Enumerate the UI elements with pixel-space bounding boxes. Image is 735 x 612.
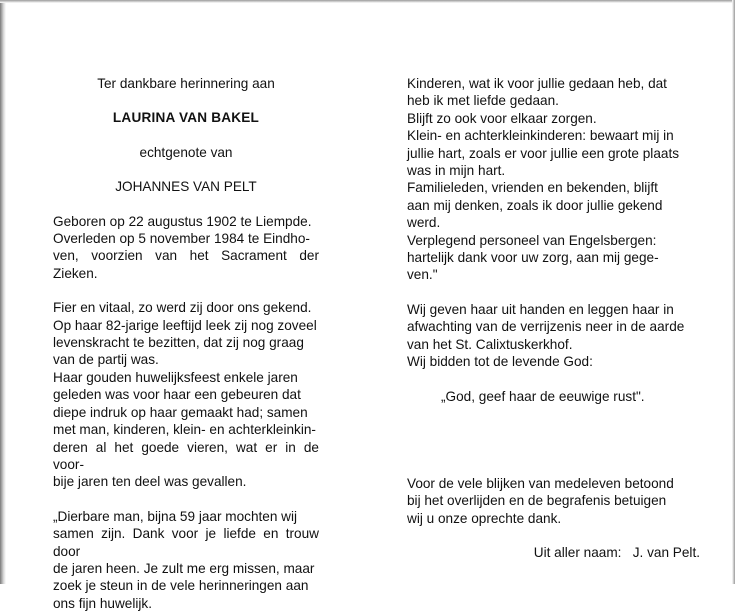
signature-line: Uit aller naam: J. van Pelt. <box>533 545 700 561</box>
text-line: geleden was voor haar een gebeuren dat <box>53 387 301 403</box>
text-line: Blijft zo ook voor elkaar zorgen. <box>407 110 597 126</box>
text-line: Op haar 82-jarige leeftijd leek zij nog zoveel <box>53 317 317 333</box>
text-line: bij het overlijden en de begrafenis betuigen <box>407 493 667 509</box>
text-line: Kinderen, wat ik voor jullie gedaan heb, dat <box>407 76 667 91</box>
intro-line: Ter dankbare herinnering aan <box>97 76 275 91</box>
text-line: bije jaren ten deel was gevallen. <box>53 474 247 490</box>
text-line: ven, voorzien van het Sacrament der Zieken. <box>53 248 319 281</box>
message-paragraph <box>407 75 700 284</box>
text-line: Haar gouden huwelijksfeest enkele jaren <box>53 369 298 385</box>
left-column <box>53 75 319 612</box>
text-line: wij u onze oprechte dank. <box>407 510 562 526</box>
text-line: zoek je steun in de vele herinneringen aan <box>53 578 309 594</box>
farewell-paragraph <box>53 508 319 612</box>
text-line: Wij geven haar uit handen en leggen haar in <box>407 301 674 317</box>
text-line: met man, kinderen, klein- en achterkleinkin- <box>53 422 316 438</box>
text-line: Klein- en achterkleinkinderen: bewaart mij in <box>407 128 674 144</box>
text-line: de jaren heen. Je zult me erg missen, maar <box>53 560 315 576</box>
text-line: ven." <box>407 267 438 283</box>
text-line: deren al het goede vieren, wat er in de voor- <box>53 439 319 472</box>
text-line: aan mij denken, zoals ik door jullie gekend <box>407 197 663 213</box>
text-line: Voor de vele blijken van medeleven betoond <box>407 475 674 491</box>
text-line: Geboren op 22 augustus 1902 te Liempde. <box>53 213 312 229</box>
burial-paragraph <box>407 301 700 371</box>
text-line: was in mijn hart. <box>407 163 506 179</box>
text-line: jullie hart, zoals er voor jullie een grote plaats <box>407 145 680 161</box>
text-line: levenskracht te bezitten, dat zij nog graag <box>53 335 304 351</box>
text-line: heb ik met liefde gedaan. <box>407 93 559 109</box>
tribute-paragraph <box>53 299 319 490</box>
text-line: Fier en vitaal, zo werd zij door ons gekend. <box>53 300 312 316</box>
text-line: Familieleden, vrienden en bekenden, blijft <box>407 180 658 196</box>
text-line: samen zijn. Dank voor je liefde en trouw door <box>53 526 319 559</box>
relation-line: echtgenote van <box>139 144 233 160</box>
text-line: van de partij was. <box>53 352 159 368</box>
card-edge-shadow-left <box>0 0 6 584</box>
spouse-name: JOHANNES VAN PELT <box>115 179 257 195</box>
text-line: van het St. Calixtuskerkhof. <box>407 336 573 352</box>
card-edge-shadow-top <box>0 0 735 3</box>
text-line: Verplegend personeel van Engelsbergen: <box>407 232 657 248</box>
text-line: werd. <box>407 215 441 231</box>
right-column <box>407 75 700 562</box>
text-line: diepe indruk op haar gemaakt had; samen <box>53 404 308 420</box>
text-line: hartelijk dank voor uw zorg, aan mij gege- <box>407 250 659 266</box>
prayer-line: „God, geef haar de eeuwige rust". <box>441 388 645 404</box>
birth-death-paragraph <box>53 213 319 283</box>
text-line: Wij bidden tot de levende God: <box>407 354 593 370</box>
text-line: „Dierbare man, bijna 59 jaar mochten wij <box>53 508 298 524</box>
text-line: ons fijn huwelijk. <box>53 595 152 611</box>
deceased-name: LAURINA VAN BAKEL <box>112 110 260 126</box>
text-line: afwachting van de verrijzenis neer in de aarde <box>407 319 685 335</box>
text-line: Overleden op 5 november 1984 te Eindho- <box>53 231 310 247</box>
thanks-paragraph <box>407 475 700 527</box>
